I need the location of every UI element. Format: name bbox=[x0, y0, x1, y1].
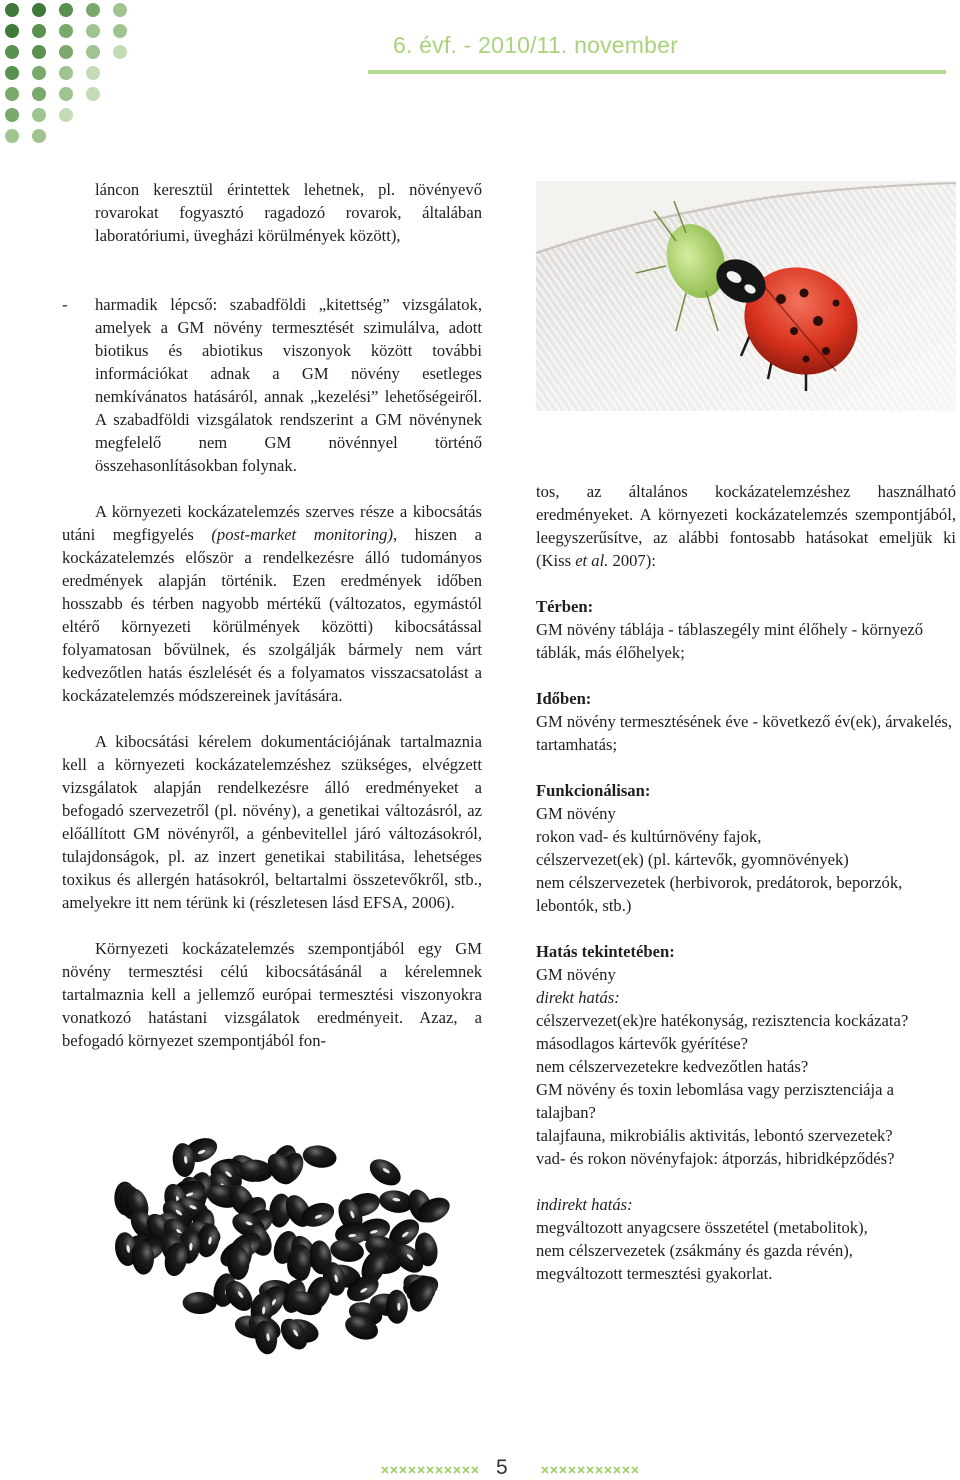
footer-x-mark bbox=[542, 1467, 548, 1473]
direct-effect-line: másodlagos kártevők gyérítése? bbox=[536, 1034, 748, 1053]
paragraph-environment: Környezeti kockázatelemzés szempontjából egy GM növény termesztési célú kibocsátásánál a kérelemnek tartalmaznia kell a jellemző európai termesztési viszonyokra vonatkozó hatástani vizsgálatok eredményeit. Azaz, a befogadó környezet szempontjából fon- bbox=[62, 939, 482, 1050]
bean bbox=[182, 1291, 217, 1314]
list-item-text: harmadik lépcső: szabadföldi „kitettség” vizsgálatok, amelyek a GM növény termesztését szimulálva, adott biotikus és abiotikus viszonyok között további információkat adnak a GM növény esetleges nemkívánatos hatásáról, annak „kezelési” lehetőségeiről. A szabadföldi vizsgálatok rendszerint a GM növénynek megfelelő nem GM növénnyel történő összehasonlításokban folynak. bbox=[95, 295, 482, 475]
section-line-space: GM növény táblája - táblaszegély mint élőhely - környező táblák, más élőhelyek; bbox=[536, 620, 924, 662]
effect-line: GM növény bbox=[536, 965, 616, 984]
decorative-dot bbox=[5, 45, 19, 59]
direct-effect-line: nem célszervezetekre kedvezőtlen hatás? bbox=[536, 1057, 809, 1076]
decorative-dot bbox=[32, 45, 46, 59]
decorative-dot bbox=[5, 3, 19, 17]
footer-x-mark bbox=[427, 1467, 433, 1473]
indirect-effect-line: nem célszervezetek (zsákmány és gazda révén), bbox=[536, 1241, 853, 1260]
footer-x-mark bbox=[614, 1467, 620, 1473]
indirect-effect-line: megváltozott anyagcsere összetétel (metabolitok), bbox=[536, 1218, 868, 1237]
decorative-dot bbox=[59, 66, 73, 80]
direct-effect-line: GM növény és toxin lebomlása vagy perzisztenciája a talajban? bbox=[536, 1080, 895, 1122]
functional-line: GM növény bbox=[536, 804, 616, 823]
footer-x-mark bbox=[560, 1467, 566, 1473]
decorative-dot bbox=[86, 66, 100, 80]
right-intro: tos, az általános kockázatelemzéshez használható eredményeket. A környezeti kockázatelemzés szempontjából, leegyszerűsítve, az alábbi fontosabb hatásokat emeljük ki (Kiss et al. 2007): bbox=[536, 482, 956, 570]
indirect-effect-label: indirekt hatás: bbox=[536, 1195, 633, 1214]
section-heading-functional: Funkcionálisan: bbox=[536, 781, 651, 800]
decorative-dot bbox=[32, 129, 46, 143]
decorative-dot bbox=[86, 3, 100, 17]
functional-line: rokon vad- és kultúrnövény fajok, bbox=[536, 827, 762, 846]
footer-x-mark bbox=[382, 1467, 388, 1473]
section-line-time: GM növény termesztésének éve - következő év(ek), árvakelés, tartamhatás; bbox=[536, 712, 953, 754]
italic-term: (post-market monitoring) bbox=[211, 525, 393, 544]
decorative-dot bbox=[59, 24, 73, 38]
bean bbox=[365, 1154, 405, 1191]
decorative-dot bbox=[5, 66, 19, 80]
decorative-dot bbox=[32, 3, 46, 17]
footer-x-mark bbox=[391, 1467, 397, 1473]
issue-header: 6. évf. - 2010/11. november bbox=[393, 32, 678, 58]
decorative-dot bbox=[113, 45, 127, 59]
header-rule bbox=[368, 70, 946, 74]
functional-line: célszervezet(ek) (pl. kártevők, gyomnövények) bbox=[536, 850, 849, 869]
decorative-dot bbox=[113, 24, 127, 38]
footer-x-mark bbox=[463, 1467, 469, 1473]
left-continuation bbox=[95, 178, 482, 247]
section-heading-effect: Hatás tekintetében: bbox=[536, 942, 675, 961]
decorative-dot-pattern bbox=[0, 0, 140, 160]
decorative-dot bbox=[86, 45, 100, 59]
footer-x-mark bbox=[605, 1467, 611, 1473]
decorative-dot bbox=[59, 108, 73, 122]
footer-x-mark bbox=[454, 1467, 460, 1473]
footer-x-mark bbox=[596, 1467, 602, 1473]
footer-x-mark bbox=[445, 1467, 451, 1473]
continuation-paragraph: láncon keresztül érintettek lehetnek, pl. növényevő rovarokat fogyasztó ragadozó rovarok, általában laboratóriumi, üvegházi körülmények között), bbox=[95, 180, 482, 245]
decorative-dot bbox=[59, 87, 73, 101]
footer-x-mark bbox=[551, 1467, 557, 1473]
direct-effect-label: direkt hatás: bbox=[536, 988, 620, 1007]
decorative-dot bbox=[86, 24, 100, 38]
footer-x-mark bbox=[409, 1467, 415, 1473]
section-heading-space: Térben: bbox=[536, 597, 594, 616]
list-dash: - bbox=[62, 295, 68, 314]
page-number: 5 bbox=[496, 1456, 508, 1479]
footer-x-mark bbox=[632, 1467, 638, 1473]
footer-pattern-right bbox=[540, 1466, 640, 1474]
decorative-dot bbox=[113, 3, 127, 17]
bean bbox=[301, 1143, 338, 1170]
decorative-dot bbox=[32, 24, 46, 38]
footer-x-mark bbox=[623, 1467, 629, 1473]
footer-x-mark bbox=[400, 1467, 406, 1473]
decorative-dot bbox=[59, 3, 73, 17]
decorative-dot bbox=[5, 108, 19, 122]
paragraph-monitoring: A környezeti kockázatelemzés szerves része a kibocsátás utáni megfigyelés (post-market monitoring), hiszen a kockázatelemzés először a rendelkezésre álló tudományos eredmények alapján történik. Ezen eredmények időben hosszabb és térben nagyobb mértékű (változatos, egymástól eltérő környezeti körülmények közötti) kibocsátással folyamatosan bővülnek, és szolgálják bármely nem várt kedvezőtlen hatás észlelését és a folyamatos visszacsatolást a kockázatelemzés módszereinek javítására. bbox=[62, 502, 482, 705]
footer-x-mark bbox=[472, 1467, 478, 1473]
decorative-dot bbox=[5, 87, 19, 101]
left-column-body bbox=[62, 293, 482, 1052]
decorative-dot bbox=[32, 66, 46, 80]
direct-effect-line: vad- és rokon növényfajok: átporzás, hibridképződés? bbox=[536, 1149, 895, 1168]
ladybug-photo bbox=[536, 181, 956, 411]
footer-x-mark bbox=[569, 1467, 575, 1473]
direct-effect-line: talajfauna, mikrobiális aktivitás, lebontó szervezetek? bbox=[536, 1126, 893, 1145]
footer-x-mark bbox=[578, 1467, 584, 1473]
footer-x-mark bbox=[587, 1467, 593, 1473]
footer-pattern-left bbox=[380, 1466, 480, 1474]
italic-et-al: et al. bbox=[575, 551, 609, 570]
decorative-dot bbox=[5, 129, 19, 143]
list-item-third-step bbox=[62, 293, 482, 477]
right-column bbox=[536, 480, 956, 1285]
functional-line: nem célszervezetek (herbivorok, predátorok, beporzók, lebontók, stb.) bbox=[536, 873, 903, 915]
decorative-dot bbox=[86, 87, 100, 101]
decorative-dot bbox=[32, 87, 46, 101]
paragraph-documentation: A kibocsátási kérelem dokumentációjának tartalmaznia kell a környezeti kockázatelemzéshez szükséges, elvégzett vizsgálatok alapján rendelkezésre álló eredményeket a befogadó szervezetről (pl. növény), a genetikai változásról, az előállított GM növényről, a génbevitellel járó változásokról, tulajdonságok, pl. az inzert genetikai stabilitása, lehetséges toxikus és allergén hatásokról, beltartalmi összetevőkről, stb., amelyekre itt nem térünk ki (részletesen lásd EFSA, 2006). bbox=[62, 732, 482, 912]
decorative-dot bbox=[59, 45, 73, 59]
decorative-dot bbox=[32, 108, 46, 122]
decorative-dot bbox=[5, 24, 19, 38]
footer-x-mark bbox=[436, 1467, 442, 1473]
section-heading-time: Időben: bbox=[536, 689, 592, 708]
black-beans-photo bbox=[98, 1110, 468, 1360]
direct-effect-line: célszervezet(ek)re hatékonyság, rezisztencia kockázata? bbox=[536, 1011, 909, 1030]
indirect-effect-line: megváltozott termesztési gyakorlat. bbox=[536, 1264, 773, 1283]
footer-x-mark bbox=[418, 1467, 424, 1473]
